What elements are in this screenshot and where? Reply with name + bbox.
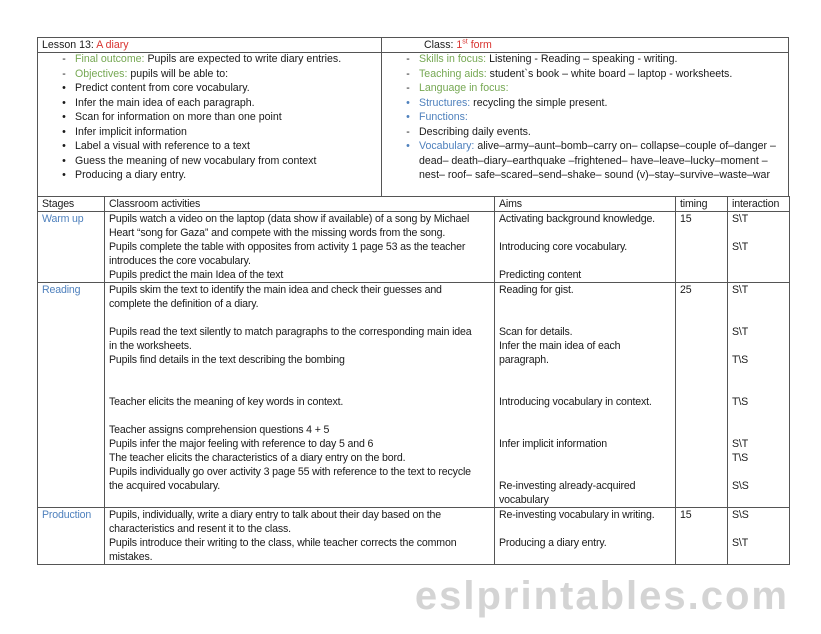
- interaction-line: S\T: [728, 283, 790, 298]
- stage-label: Warm up: [38, 212, 105, 283]
- activity-line: the acquired vocabulary.: [105, 479, 495, 493]
- aim-line: Predicting content: [495, 268, 676, 283]
- list-item-text: [419, 154, 768, 169]
- list-item-text: [75, 125, 187, 140]
- list-item-text: [75, 154, 316, 169]
- class-ordinal: st: [462, 38, 468, 46]
- activity-line: The teacher elicits the characteristics of a diary entry on the bord.: [105, 451, 495, 465]
- interaction-line: [728, 311, 790, 325]
- activity-line: Pupils skim the text to identify the main idea and check their guesses and: [105, 283, 495, 298]
- stage-label: Reading: [38, 283, 105, 508]
- timing-value: 15: [676, 212, 728, 283]
- activity-line: Pupils read the text silently to match paragraphs to the corresponding main idea: [105, 325, 495, 339]
- list-item-value: recycling the simple present.: [473, 96, 608, 109]
- activity-line: [105, 311, 495, 325]
- list-item-value: nest– roof– safe–scared–send–shake– sound (v)–stay–survive–waste–war: [419, 169, 770, 181]
- aim-line: [495, 311, 676, 325]
- list-item-value: Listening - Reading – speaking - writing.: [489, 53, 678, 65]
- table-row: [38, 212, 790, 227]
- list-item-value: Infer the main idea of each paragraph.: [75, 96, 255, 109]
- dash-icon: -: [406, 82, 410, 94]
- interaction-line: S\T: [728, 437, 790, 451]
- lesson-title: [42, 38, 129, 52]
- table-row: [38, 508, 790, 523]
- column-header-stages: Stages: [38, 197, 105, 212]
- timing-value: 15: [676, 508, 728, 565]
- lesson-label: Lesson 13:: [42, 39, 97, 51]
- column-header-timing: timing: [676, 197, 728, 212]
- aim-line: Re-investing already-acquired: [495, 479, 676, 493]
- aim-line: [495, 226, 676, 240]
- interaction-line: [728, 522, 790, 536]
- aim-line: Infer the main idea of each: [495, 339, 676, 353]
- list-item-value: Infer implicit information: [75, 125, 187, 138]
- lesson-plan-section: [37, 196, 789, 619]
- list-item-label: Language in focus:: [419, 82, 509, 94]
- watermark: eslprintables.com: [414, 574, 789, 618]
- list-item-value: alive–army–aunt–bomb–carry on– collapse–couple of–danger –: [477, 140, 776, 152]
- aim-line: Infer implicit information: [495, 437, 676, 451]
- bullet-icon: •: [406, 111, 410, 123]
- activity-line: introduces the core vocabulary.: [105, 254, 495, 268]
- interaction-line: S\T: [728, 240, 790, 254]
- list-item-text: [419, 168, 770, 183]
- interaction-line: [728, 409, 790, 423]
- list-item-value: Guess the meaning of new vocabulary from context: [75, 154, 317, 167]
- interaction-line: T\S: [728, 353, 790, 367]
- list-item-value: Label a visual with reference to a text: [75, 140, 250, 152]
- activity-line: in the worksheets.: [105, 339, 495, 353]
- activity-line: Pupils watch a video on the laptop (data show if available) of a song by Michael: [105, 212, 495, 227]
- list-item-value: pupils will be able to:: [130, 67, 229, 80]
- activity-line: mistakes.: [105, 550, 495, 565]
- aim-line: [495, 522, 676, 536]
- class-label: Class:: [424, 39, 457, 51]
- interaction-line: T\S: [728, 395, 790, 409]
- timing-value: 25: [676, 283, 728, 508]
- bullet-icon: •: [62, 125, 66, 138]
- activity-line: [105, 367, 495, 381]
- bullet-icon: •: [62, 111, 66, 123]
- interaction-line: [728, 339, 790, 353]
- stage-label: Production: [38, 508, 105, 565]
- divider: [381, 37, 382, 197]
- list-item-text: [419, 139, 776, 154]
- interaction-line: [728, 268, 790, 283]
- aim-line: paragraph.: [495, 353, 676, 367]
- aim-line: Reading for gist.: [495, 283, 676, 298]
- activity-line: Pupils, individually, write a diary entry to talk about their day based on the: [105, 508, 495, 523]
- aim-line: Introducing core vocabulary.: [495, 240, 676, 254]
- column-header-interaction: interaction: [728, 197, 790, 212]
- list-item-label: Functions:: [419, 111, 468, 123]
- list-item-value: Producing a diary entry.: [75, 169, 187, 181]
- list-item-text: [75, 96, 255, 111]
- bullet-icon: •: [62, 140, 66, 152]
- activity-line: characteristics and resent it to the class.: [105, 522, 495, 536]
- list-item-value: Predict content from core vocabulary.: [75, 82, 250, 94]
- bullet-icon: •: [406, 96, 410, 109]
- activity-line: Pupils individually go over activity 3 page 55 with reference to the text to recycle: [105, 465, 495, 479]
- aim-line: [495, 550, 676, 565]
- class-form: form: [467, 39, 492, 51]
- list-item-value: dead– death–diary–earthquake –frightened– have–leave–lucky–moment –: [419, 154, 768, 167]
- interaction-line: S\S: [728, 479, 790, 493]
- list-item-value: student`s book – white board – laptop - worksheets.: [489, 67, 733, 80]
- list-item-value: Scan for information on more than one point: [75, 111, 282, 123]
- list-item-text: [419, 110, 468, 125]
- bullet-icon: •: [62, 96, 66, 109]
- aim-line: Introducing vocabulary in context.: [495, 395, 676, 409]
- interaction-line: S\T: [728, 536, 790, 550]
- interaction-line: [728, 493, 790, 508]
- aim-line: [495, 451, 676, 465]
- list-item-label: Structures:: [419, 96, 474, 109]
- activity-line: Teacher assigns comprehension questions 4 + 5: [105, 423, 495, 437]
- aim-line: Re-investing vocabulary in writing.: [495, 508, 676, 523]
- aim-line: [495, 381, 676, 395]
- list-item-text: [419, 96, 607, 111]
- activity-line: [105, 409, 495, 423]
- interaction-line: [728, 550, 790, 565]
- column-header-aims: Aims: [495, 197, 676, 212]
- list-item-text: [419, 81, 509, 96]
- list-item-text: [75, 110, 282, 125]
- interaction-line: [728, 367, 790, 381]
- activity-line: Pupils find details in the text describing the bombing: [105, 353, 495, 367]
- activity-line: Pupils complete the table with opposites from activity 1 page 53 as the teacher: [105, 240, 495, 254]
- list-item-text: [419, 125, 531, 140]
- aim-line: Activating background knowledge.: [495, 212, 676, 227]
- interaction-line: S\T: [728, 212, 790, 227]
- interaction-line: [728, 423, 790, 437]
- activity-line: [105, 381, 495, 395]
- list-item-label: Objectives:: [75, 67, 131, 80]
- activity-line: Pupils predict the main Idea of the text: [105, 268, 495, 283]
- aim-line: Scan for details.: [495, 325, 676, 339]
- interaction-line: [728, 381, 790, 395]
- list-item-label: Final outcome:: [75, 53, 148, 65]
- activity-line: Pupils infer the major feeling with reference to day 5 and 6: [105, 437, 495, 451]
- aim-line: [495, 254, 676, 268]
- interaction-line: [728, 226, 790, 240]
- lesson-plan-table: [37, 196, 790, 565]
- activity-line: Teacher elicits the meaning of key words in context.: [105, 395, 495, 409]
- aim-line: vocabulary: [495, 493, 676, 508]
- activity-line: [105, 493, 495, 508]
- interaction-line: [728, 297, 790, 311]
- aim-line: [495, 297, 676, 311]
- list-item-text: [419, 67, 732, 82]
- list-item-label: Vocabulary:: [419, 140, 478, 152]
- list-item-value: Pupils are expected to write diary entries.: [147, 53, 342, 65]
- interaction-line: [728, 254, 790, 268]
- dash-icon: -: [406, 125, 410, 138]
- aim-line: [495, 409, 676, 423]
- list-item-text: [419, 52, 678, 67]
- table-header-row: [38, 197, 790, 212]
- aim-line: [495, 465, 676, 479]
- class-number: 1: [456, 39, 463, 51]
- bullet-icon: •: [62, 154, 66, 167]
- list-item-text: [75, 168, 186, 183]
- lesson-name: A diary: [96, 39, 129, 51]
- dash-icon: -: [62, 53, 66, 65]
- activity-line: complete the definition of a diary.: [105, 297, 495, 311]
- bullet-icon: •: [406, 140, 410, 152]
- aim-line: [495, 423, 676, 437]
- list-item-label: Teaching aids:: [419, 67, 490, 80]
- aim-line: Producing a diary entry.: [495, 536, 676, 550]
- interaction-line: [728, 465, 790, 479]
- list-item-text: [75, 52, 341, 67]
- bullet-icon: •: [62, 82, 66, 94]
- interaction-line: T\S: [728, 451, 790, 465]
- aim-line: [495, 367, 676, 381]
- list-item-text: [75, 139, 250, 154]
- dash-icon: -: [406, 53, 410, 65]
- list-item-value: Describing daily events.: [419, 125, 531, 138]
- list-item-text: [75, 81, 250, 96]
- table-row: [38, 283, 790, 298]
- activity-line: Heart “song for Gaza” and compete with the missing words from the song.: [105, 226, 495, 240]
- activity-line: Pupils introduce their writing to the class, while teacher corrects the common: [105, 536, 495, 550]
- interaction-line: S\S: [728, 508, 790, 523]
- interaction-line: S\T: [728, 325, 790, 339]
- list-item-label: Skills in focus:: [419, 53, 490, 65]
- class-info: [424, 38, 492, 52]
- list-item-text: [75, 67, 228, 82]
- bullet-icon: •: [62, 169, 66, 181]
- dash-icon: -: [406, 67, 410, 80]
- dash-icon: -: [62, 67, 66, 80]
- column-header-classroom-activities: Classroom activities: [105, 197, 495, 212]
